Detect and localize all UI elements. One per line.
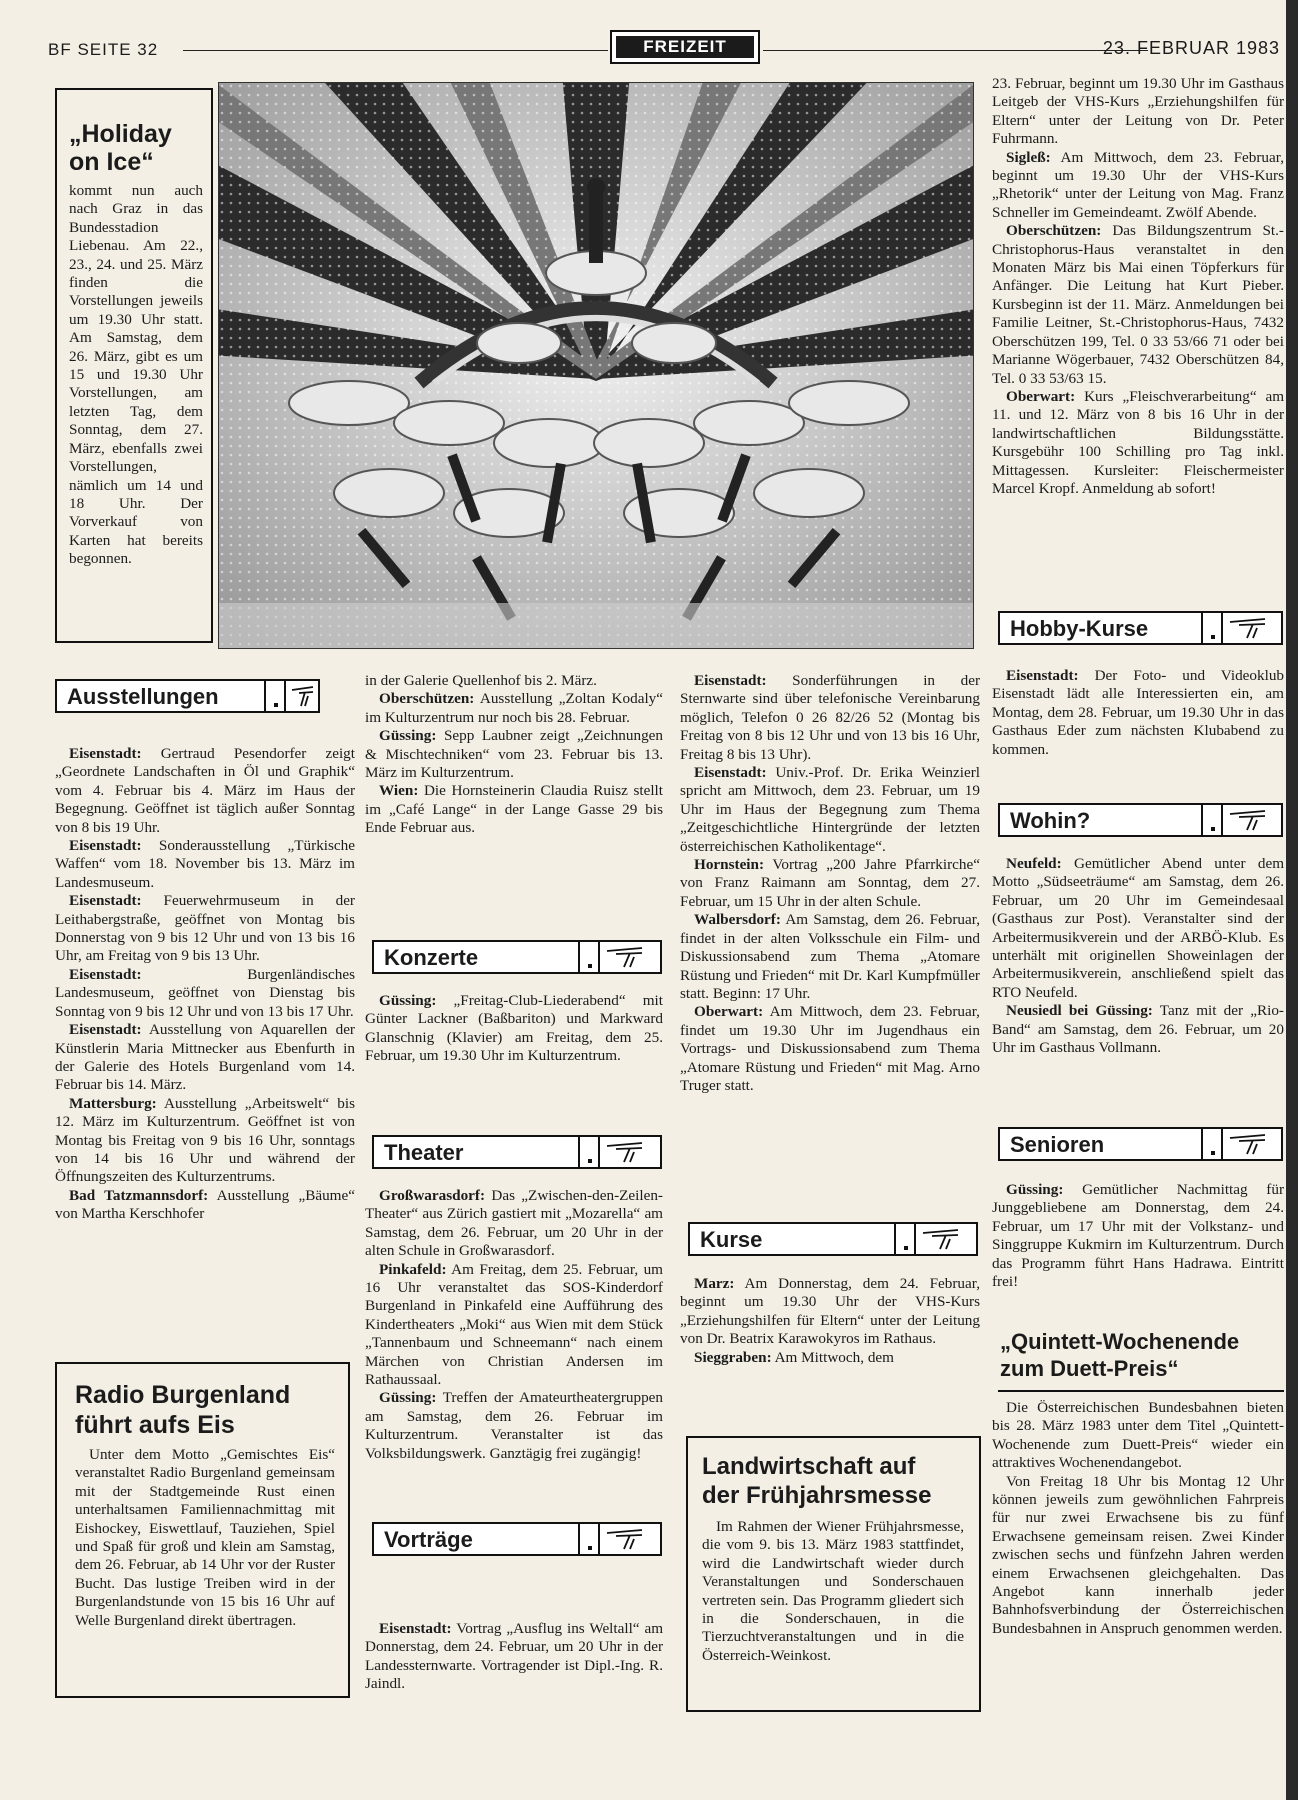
list-item: Neusiedl bei Güssing: Tanz mit der „Rio-Band“ am Samstag, dem 26. Februar, um 20 Uhr im Gasthaus Vollmann. [992,1002,1284,1057]
kurse-text [680,1275,980,1367]
list-item: in der Galerie Quellenhof bis 2. März. [365,672,597,689]
kurse-continued [992,75,1284,498]
section-wohin [998,803,1283,837]
quintett-rule [998,1390,1284,1392]
section-dot [588,1159,592,1163]
section-hobby-label: Hobby-Kurse [1010,616,1149,641]
section-wohin-label: Wohin? [1010,808,1091,833]
list-item: Oberschützen: Ausstellung „Zoltan Kodaly“ im Kulturzentrum nur noch bis 28. Februar. [365,690,663,726]
pointing-hand-icon [1229,616,1269,640]
header-rule-left [183,50,608,51]
holiday-on-ice-box [55,88,213,643]
section-vortraege [372,1522,662,1556]
pointing-hand-icon [606,1140,646,1164]
section-badge [610,30,760,64]
section-senioren-label: Senioren [1010,1132,1105,1157]
list-item: Oberwart: Am Mittwoch, dem 23. Februar, findet um 19.30 Uhr im Jugendhaus ein Vortrags- und Diskussionsabend zum Thema „Atomare Rüstung und Frieden“ mit Mag. Arno Truger statt. [680,1003,980,1094]
ice-show-photo [218,82,974,649]
list-item: Güssing: Gemütlicher Nachmittag für Junggebliebene am Donnerstag, dem 24. Februar, um 17 Uhr mit der Volkstanz- und Singgruppe Kukmirn im Kulturzentrum. Durch das Programm führt Hans Hadrawa. Eintritt frei! [992,1181,1285,1291]
list-item: Güssing: Treffen der Amateurtheatergruppen am Samstag, dem 26. Februar im Kulturzentrum. Veranstalter ist das Volksbildungswerk. Ganztägig frei zugängig! [365,1389,663,1462]
quintett-title [1000,1328,1286,1382]
section-divider [598,1137,600,1167]
section-dot [1211,827,1215,831]
radio-paragraph: Unter dem Motto „Gemischtes Eis“ veranstaltet Radio Burgenland gemeinsam mit der Stadtgemeinde Rust einen unterhaltsamen Familiennachmittag mit Eishockey, Eiswettlauf, Tauziehen, Spiel und Spaß für groß und klein am Samstag, dem 26. Februar, ab 14 Uhr vor der Ruster Bucht. Das lustige Treiben wird in der Burgenlandstunde von 15 bis 16 Uhr auf Welle Burgenland direkt übertragen. [75,1446,335,1629]
section-divider [1201,613,1203,643]
section-kurse [688,1222,978,1256]
pointing-hand-icon [922,1227,962,1251]
radio-title-line1: Radio Burgenland [75,1381,291,1409]
section-divider [1221,1129,1223,1159]
page-edge-shadow [1286,0,1298,1800]
page-header [48,30,1280,70]
section-divider [1201,805,1203,835]
holiday-title-line1: „Holiday [69,120,172,148]
quintett-paragraph-2: Von Freitag 18 Uhr bis Montag 12 Uhr können jeweils zum gewöhnlichen Fahrpreis für nur zwei Erwachsene bis zu fünf Erwachsene gemeinsam reisen. Zwei Kinder zwischen sechs und fünfzehn Jahren werden einem Erwachsenen gleichgehalten. Das Angebot kann innerhalb jeder Bahnhofsverbindung der Österreichischen Bundesbahnen in Anspruch genommen werden. [992,1472,1284,1637]
list-item: Eisenstadt: Der Foto- und Videoklub Eisenstadt lädt alle Interessierten ein, am Montag, dem 28. Februar, um 19.30 Uhr in das Gasthaus Eder zum nächsten Klubabend zu kommen. [992,667,1285,758]
quintett-text [992,1399,1284,1638]
section-kurse-label: Kurse [700,1227,763,1252]
list-item: Eisenstadt: Gertraud Pesendorfer zeigt „Geordnete Landschaften in Öl und Graphik“ vom 4. Februar bis 4. März im Haus der Begegnung. Geöffnet ist täglich außer Sonntag von 8 bis 19 Uhr. [55,745,355,836]
section-dot [588,1546,592,1550]
section-divider [578,1137,580,1167]
landwirtschaft-box [686,1436,981,1712]
pointing-hand-icon [1229,808,1269,832]
list-item: Güssing: „Freitag-Club-Liederabend“ mit Günter Lackner (Baßbariton) und Markward Glanschnig (Klavier) am Freitag, dem 25. Februar, um 19.30 Uhr im Kulturzentrum. [365,992,663,1065]
radio-burgenland-title [75,1380,290,1440]
pointing-hand-icon [606,945,646,969]
list-item: Eisenstadt: Sonderführungen in der Sternwarte sind über telefonische Vereinbarung möglich, Telefon 0 26 82/26 52 (Montag bis Freitag von 8 bis 12 Uhr und von 13 bis 16 Uhr, Freitag 8 bis 13 Uhr). [680,672,980,763]
section-theater [372,1135,662,1169]
list-item: Güssing: Sepp Laubner zeigt „Zeichnungen & Mischtechniken“ vom 23. Februar bis 13. März im Kulturzentrum. [365,727,664,782]
header-rule-right [763,50,1148,51]
section-konzerte-label: Konzerte [384,945,479,970]
section-vortraege-label: Vorträge [384,1527,473,1552]
issue-date: 23. FEBRUAR 1983 [1102,38,1280,58]
list-item: Neufeld: Gemütlicher Abend unter dem Motto „Südseeträume“ am Samstag, dem 26. Februar, um 20 Uhr im Gemeindesaal (Gasthaus zur Post). Veranstalter sind der Arbeitermusikverein und der ARBÖ-Klub. Es unterhält mit originellen Showeinlagen der Arbeitermusikverein, anschließend spielt das RTO Neufeld. [992,855,1285,1001]
ausstellungen-continued [365,672,663,838]
landwirtschaft-paragraph: Im Rahmen der Wiener Frühjahrsmesse, die vom 9. bis 13. März 1983 stattfindet, wird die Landwirtschaft wieder durch Veranstaltungen und Sonderschauen vertreten sein. Das Programm gliedert sich in die Sonderschauen, in die Tierzuchtveranstaltungen und in die Österreich-Weinkost. [702,1518,964,1664]
section-divider [578,942,580,972]
section-senioren [998,1127,1283,1161]
list-item: Eisenstadt: Feuerwehrmuseum in der Leithabergstraße, geöffnet von Montag bis Donnerstag von 9 bis 12 Uhr und von 13 bis 16 Uhr, am Freitag von 9 bis 13 Uhr. [55,892,355,965]
section-hobby-kurse [998,611,1283,645]
section-ausstellungen-label: Ausstellungen [67,684,219,709]
section-divider [894,1224,896,1254]
section-divider [914,1224,916,1254]
section-title: FREIZEIT [616,36,754,58]
list-item: 23. Februar, beginnt um 19.30 Uhr im Gasthaus Leitgeb der VHS-Kurs „Erziehungshilfen für Eltern“ unter der Leitung von Dr. Peter Fuhrmann. [992,75,1284,148]
list-item: Eisenstadt: Sonderausstellung „Türkische Waffen“ vom 18. November bis 13. März im Landesmuseum. [55,837,355,891]
list-item: Eisenstadt: Univ.-Prof. Dr. Erika Weinzierl spricht am Mittwoch, dem 23. Februar, um 19 Uhr im Haus der Begegnung zum Thema „Zeitgeschichtliche Hintergründe der letzten österreichischen Katholikentage“. [680,764,980,855]
section-divider [264,681,266,711]
list-item: Eisenstadt: Vortrag „Ausflug ins Weltall“ am Donnerstag, dem 24. Februar, um 20 Uhr in der Landessternwarte. Vortragender ist Dipl.-Ing. R. Jaindl. [365,1620,664,1693]
quintett-title-line1: „Quintett-Wochenende [1000,1329,1240,1354]
section-divider [284,681,286,711]
wohin-text [992,855,1284,1057]
quintett-title-line2: zum Duett-Preis“ [1000,1356,1179,1381]
landwirtschaft-title-line2: der Frühjahrsmesse [702,1482,932,1509]
radio-burgenland-box [55,1362,350,1698]
section-konzerte [372,940,662,974]
vortraege-text [365,1620,663,1694]
list-item: Wien: Die Hornsteinerin Claudia Ruisz stellt im „Café Lange“ in der Lange Gasse 29 bis Ende Februar aus. [365,782,663,837]
list-item: Eisenstadt: Ausstellung von Aquarellen der Künstlerin Maria Mittnecker aus Ebenfurth in der Galerie des Hotels Burgenland vom 14. Februar bis 14. März. [55,1021,355,1094]
holiday-title [69,120,209,176]
ice-show-photo-icon [219,83,973,648]
pointing-hand-icon [606,1527,646,1551]
radio-burgenland-text [75,1446,335,1630]
section-divider [598,942,600,972]
section-divider [1201,1129,1203,1159]
section-divider [598,1524,600,1554]
holiday-paragraph: kommt nun auch nach Graz in das Bundesstadion Liebenau. Am 22., 23., 24. und 25. März finden die Vorstellungen jeweils um 19.30 Uhr statt. Am Samstag, dem 26. März, gibt es um 15 und 19.30 Uhr Vorstellungen, am letzten Tag, dem Sonntag, dem 27. März, ebenfalls zwei Vorstellungen, nämlich um 14 und 18 Uhr. Der Vorverkauf von Karten hat bereits begonnen. [69,182,203,568]
theater-text [365,1187,663,1463]
list-item: Hornstein: Vortrag „200 Jahre Pfarrkirche“ von Franz Raimann am Sonntag, dem 27. Februar, um 15 Uhr in der alten Schule. [680,856,980,910]
senioren-text [992,1181,1284,1291]
section-dot [1211,1151,1215,1155]
list-item: Oberwart: Kurs „Fleischverarbeitung“ am 11. und 12. März von 8 bis 16 Uhr in der landwirtschaftlichen Bildungsstätte. Kursgebühr 100 Schilling pro Tag inkl. Mittagessen. Kursleiter: Fleischermeister Marcel Kropf. Anmeldung ab sofort! [992,387,1285,497]
section-divider [578,1524,580,1554]
pointing-hand-icon [1229,1132,1269,1156]
landwirtschaft-title-line1: Landwirtschaft auf [702,1453,916,1480]
list-item: Mattersburg: Ausstellung „Arbeitswelt“ bis 12. März im Kulturzentrum. Geöffnet ist von Montag bis Freitag von 9 bis 16 Uhr, sonntags von 14 bis 16 Uhr und während der Öffnungszeiten des Kulturzentrums. [55,1094,355,1186]
list-item: Walbersdorf: Am Samstag, dem 26. Februar, findet in der alten Volksschule ein Film- und Diskussionsabend zum Thema „Atomare Rüstung und Frieden“ mit Dr. Karl Kumpfmüller statt. Beginn: 17 Uhr. [680,911,980,1002]
section-ausstellungen [55,679,320,713]
section-dot [904,1246,908,1250]
list-item: Großwarasdorf: Das „Zwischen-den-Zeilen-Theater“ aus Zürich gastiert mit „Mozarella“ am Samstag, dem 26. Februar, um 20 Uhr in der alten Schule in Großwarasdorf. [365,1187,663,1260]
section-dot [274,703,278,707]
section-divider [1221,613,1223,643]
holiday-title-line2: on Ice“ [69,148,154,176]
section-dot [588,964,592,968]
section-dot [1211,635,1215,639]
vortraege-continued [680,672,980,1095]
quintett-paragraph-1: Die Österreichischen Bundesbahnen bieten bis 28. März 1983 unter dem Titel „Quintett-Wochenende zum Duett-Preis“ wieder ein attraktives Wochenendangebot. [992,1399,1284,1472]
landwirtschaft-title [702,1452,931,1510]
section-theater-label: Theater [384,1140,464,1165]
list-item: Marz: Am Donnerstag, dem 24. Februar, beginnt um 19.30 Uhr der VHS-Kurs „Erziehungshilfen für Eltern“ unter der Leitung von Dr. Beatrix Karawokyros im Rathaus. [680,1275,980,1348]
section-divider [1221,805,1223,835]
list-item: Oberschützen: Das Bildungszentrum St.-Christophorus-Haus veranstaltet in den Monaten März bis Mai einen Töpferkurs für Anfänger. Die Leitung hat Kurt Pieber. Kursbeginn ist der 11. März. Anmeldungen bei Familie Leitner, St.-Christophorus-Haus, 7432 Oberschützen 199, Tel. 0 33 53/66 71 oder bei Marianne Wögerbauer, 7432 Oberschützen 84, Tel. 0 33 53/63 15. [992,222,1284,387]
list-item: Pinkafeld: Am Freitag, dem 25. Februar, um 16 Uhr veranstaltet das SOS-Kinderdorf Burgenland in Pinkafeld eine Aufführung des Kindertheaters „Moki“ aus Wien mit dem Stück „Tannenbaum und Schneemann“ nach einem Märchen von Christian Andersen im Rathaussaal. [365,1260,663,1389]
list-item: Bad Tatzmannsdorf: Ausstellung „Bäume“ von Martha Kerschhofer [55,1186,355,1223]
list-item: Sigleß: Am Mittwoch, dem 23. Februar, beginnt um 19.30 Uhr der VHS-Kurs „Rhetorik“ unter der Leitung von Mag. Franz Schneller im Gemeindeamt. Zwölf Abende. [992,148,1284,221]
landwirtschaft-text [702,1518,964,1665]
list-item: Eisenstadt: Burgenländisches Landesmuseum, geöffnet von Dienstag bis Sonntag von 9 bis 12 Uhr und von 13 bis 17 Uhr. [55,965,355,1020]
hobby-text [992,667,1284,759]
page-number: BF SEITE 32 [48,40,159,59]
ausstellungen-text [55,745,355,1224]
konzerte-text [365,992,663,1066]
radio-title-line2: führt aufs Eis [75,1411,235,1439]
holiday-text [69,182,203,569]
pointing-hand-icon [291,684,317,708]
list-item: Sieggraben: Am Mittwoch, dem [694,1348,894,1366]
